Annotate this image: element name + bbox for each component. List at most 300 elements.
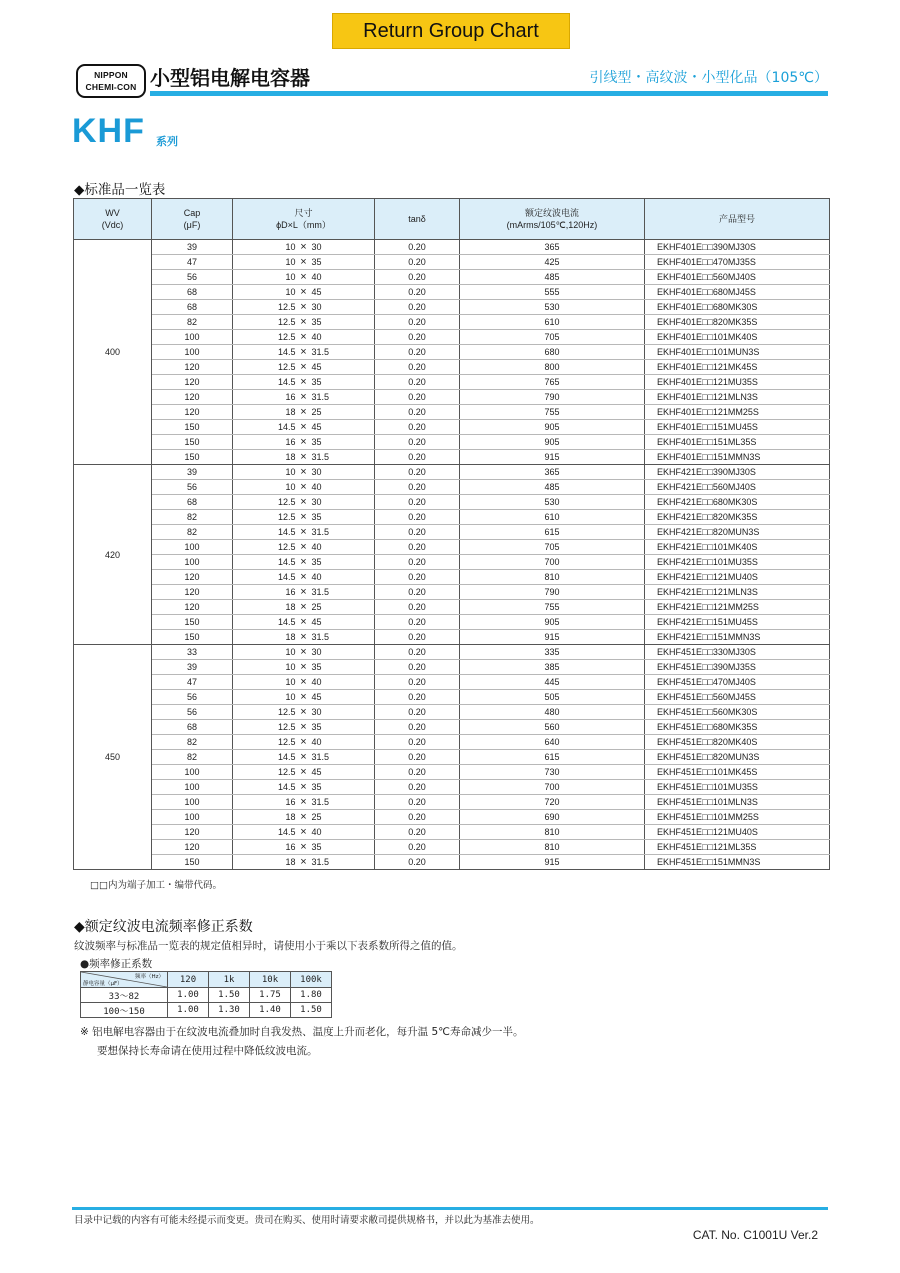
- times-icon: ×: [300, 571, 307, 583]
- table-row: [74, 435, 830, 450]
- part-number-cell: EKHF401E□□151MMN3S: [645, 450, 830, 465]
- size-value: [233, 571, 374, 583]
- size-value: [233, 256, 374, 268]
- ripple-cell: 610: [460, 315, 645, 330]
- ripple-cell: 790: [460, 390, 645, 405]
- diameter-value: 12.5: [277, 317, 296, 327]
- size-cell: [233, 765, 375, 780]
- cap-cell: 100: [152, 345, 233, 360]
- size-value: [233, 541, 374, 553]
- diameter-value: 18: [285, 632, 296, 642]
- cap-cell: 150: [152, 420, 233, 435]
- part-number-cell: EKHF451E□□101MU35S: [645, 780, 830, 795]
- size-cell: [233, 435, 375, 450]
- table-row: [74, 450, 830, 465]
- ripple-cell: 485: [460, 270, 645, 285]
- times-icon: ×: [300, 646, 307, 658]
- diameter-value: 10: [285, 242, 296, 252]
- nippon-chemicon-logo: [76, 64, 146, 98]
- length-value: 40: [311, 737, 322, 747]
- size-value: [233, 301, 374, 313]
- table-row: [74, 630, 830, 645]
- size-cell: [233, 615, 375, 630]
- diameter-value: 10: [285, 677, 296, 687]
- length-value: 30: [311, 647, 322, 657]
- diameter-value: 14.5: [277, 347, 296, 357]
- size-value: [233, 436, 374, 448]
- column-header-size: 尺寸 ϕD×L（mm）: [233, 199, 375, 240]
- ripple-cell: 700: [460, 555, 645, 570]
- table-row: [74, 270, 830, 285]
- tan-cell: 0.20: [375, 660, 460, 675]
- diameter-value: 14.5: [277, 572, 296, 582]
- diameter-value: 12.5: [277, 332, 296, 342]
- part-number-cell: EKHF451E□□820MUN3S: [645, 750, 830, 765]
- diameter-value: 18: [285, 602, 296, 612]
- cap-cell: 56: [152, 690, 233, 705]
- times-icon: ×: [300, 271, 307, 283]
- times-icon: ×: [300, 841, 307, 853]
- table-row: [74, 585, 830, 600]
- size-cell: [233, 420, 375, 435]
- tan-cell: 0.20: [375, 735, 460, 750]
- part-number-cell: EKHF451E□□820MK40S: [645, 735, 830, 750]
- cap-cell: 120: [152, 585, 233, 600]
- diameter-value: 12.5: [277, 737, 296, 747]
- cap-cell: 120: [152, 840, 233, 855]
- tan-cell: 0.20: [375, 255, 460, 270]
- ripple-cell: 365: [460, 465, 645, 480]
- part-number-cell: EKHF451E□□151MMN3S: [645, 855, 830, 870]
- diameter-value: 14.5: [277, 527, 296, 537]
- tan-cell: 0.20: [375, 600, 460, 615]
- frequency-axis-label: 频率（Hz）: [134, 974, 164, 980]
- table-row: [74, 555, 830, 570]
- tan-cell: 0.20: [375, 480, 460, 495]
- diameter-value: 12.5: [277, 707, 296, 717]
- size-value: [233, 721, 374, 733]
- times-icon: ×: [300, 391, 307, 403]
- footer-disclaimer: 目录中记载的内容有可能未经提示而变更。贵司在购买、使用时请要求敝司提供规格书，并以此为基准去使用。: [74, 1215, 540, 1226]
- diameter-value: 12.5: [277, 542, 296, 552]
- logo-line1: NIPPON: [94, 70, 128, 80]
- return-group-chart-button[interactable]: Return Group Chart: [332, 13, 570, 49]
- tan-cell: 0.20: [375, 630, 460, 645]
- coefficient-cell: 1.40: [250, 1003, 291, 1018]
- diameter-value: 12.5: [277, 512, 296, 522]
- size-cell: [233, 405, 375, 420]
- cap-cell: 33: [152, 645, 233, 660]
- tan-cell: 0.20: [375, 450, 460, 465]
- table-row: [74, 660, 830, 675]
- length-value: 45: [311, 767, 322, 777]
- length-value: 31.5: [311, 587, 330, 597]
- size-value: [233, 526, 374, 538]
- ripple-cell: 915: [460, 630, 645, 645]
- page-subtitle: 引线型・高纹波・小型化品（105℃）: [589, 70, 828, 86]
- tan-cell: 0.20: [375, 705, 460, 720]
- diameter-value: 10: [285, 467, 296, 477]
- part-number-cell: EKHF401E□□680MK30S: [645, 300, 830, 315]
- length-value: 40: [311, 332, 322, 342]
- ripple-note-line1: ※ 铝电解电容器由于在纹波电流叠加时自我发热、温度上升而老化，每升温 5℃寿命减少一半。: [80, 1026, 524, 1038]
- cap-cell: 82: [152, 315, 233, 330]
- ripple-cell: 555: [460, 285, 645, 300]
- part-number-cell: EKHF451E□□470MJ40S: [645, 675, 830, 690]
- table-row: [74, 750, 830, 765]
- length-value: 30: [311, 707, 322, 717]
- table-row: [74, 285, 830, 300]
- size-cell: [233, 645, 375, 660]
- table-row: [74, 300, 830, 315]
- length-value: 30: [311, 302, 322, 312]
- part-number-cell: EKHF421E□□121MM25S: [645, 600, 830, 615]
- size-cell: [233, 705, 375, 720]
- ripple-cell: 810: [460, 570, 645, 585]
- part-number-cell: EKHF401E□□101MUN3S: [645, 345, 830, 360]
- tan-cell: 0.20: [375, 315, 460, 330]
- times-icon: ×: [300, 736, 307, 748]
- ripple-cell: 905: [460, 420, 645, 435]
- tan-cell: 0.20: [375, 750, 460, 765]
- part-number-cell: EKHF401E□□820MK35S: [645, 315, 830, 330]
- length-value: 31.5: [311, 797, 330, 807]
- part-number-cell: EKHF451E□□101MK45S: [645, 765, 830, 780]
- times-icon: ×: [300, 451, 307, 463]
- size-cell: [233, 600, 375, 615]
- length-value: 31.5: [311, 347, 330, 357]
- size-value: [233, 841, 374, 853]
- part-number-cell: EKHF401E□□151ML35S: [645, 435, 830, 450]
- diameter-value: 12.5: [277, 362, 296, 372]
- size-value: [233, 376, 374, 388]
- size-cell: [233, 375, 375, 390]
- cap-cell: 120: [152, 405, 233, 420]
- ripple-cell: 385: [460, 660, 645, 675]
- tan-cell: 0.20: [375, 495, 460, 510]
- ripple-note-line2: 要想保持长寿命请在使用过程中降低纹波电流。: [97, 1045, 318, 1057]
- cap-cell: 68: [152, 285, 233, 300]
- length-value: 30: [311, 497, 322, 507]
- times-icon: ×: [300, 796, 307, 808]
- ripple-cell: 705: [460, 540, 645, 555]
- table-row: [74, 540, 830, 555]
- size-value: [233, 736, 374, 748]
- size-value: [233, 451, 374, 463]
- ripple-cell: 445: [460, 675, 645, 690]
- cap-cell: 120: [152, 825, 233, 840]
- part-number-cell: EKHF401E□□560MJ40S: [645, 270, 830, 285]
- diameter-value: 10: [285, 662, 296, 672]
- ripple-cell: 765: [460, 375, 645, 390]
- cap-cell: 100: [152, 810, 233, 825]
- table-row: [74, 360, 830, 375]
- table-row: [74, 255, 830, 270]
- table-row: [74, 705, 830, 720]
- table-row: [74, 810, 830, 825]
- times-icon: ×: [300, 256, 307, 268]
- ripple-cell: 365: [460, 240, 645, 255]
- cap-cell: 100: [152, 780, 233, 795]
- table-row: [81, 1003, 332, 1018]
- tan-cell: 0.20: [375, 795, 460, 810]
- coefficient-cell: 1.80: [291, 988, 332, 1003]
- size-cell: [233, 675, 375, 690]
- length-value: 31.5: [311, 452, 330, 462]
- part-number-cell: EKHF421E□□121MLN3S: [645, 585, 830, 600]
- diameter-value: 12.5: [277, 302, 296, 312]
- size-value: [233, 646, 374, 658]
- size-cell: [233, 330, 375, 345]
- cap-cell: 100: [152, 330, 233, 345]
- size-value: [233, 316, 374, 328]
- part-number-cell: EKHF451E□□121MU40S: [645, 825, 830, 840]
- times-icon: ×: [300, 766, 307, 778]
- coefficient-cell: 1.30: [209, 1003, 250, 1018]
- tan-cell: 0.20: [375, 555, 460, 570]
- tan-cell: 0.20: [375, 390, 460, 405]
- length-value: 31.5: [311, 752, 330, 762]
- size-cell: [233, 240, 375, 255]
- ripple-cell: 610: [460, 510, 645, 525]
- size-cell: [233, 465, 375, 480]
- size-cell: [233, 720, 375, 735]
- times-icon: ×: [300, 751, 307, 763]
- part-number-cell: EKHF401E□□390MJ30S: [645, 240, 830, 255]
- table-row: [74, 825, 830, 840]
- length-value: 35: [311, 512, 322, 522]
- tan-cell: 0.20: [375, 435, 460, 450]
- tan-cell: 0.20: [375, 840, 460, 855]
- coefficient-cell: 1.00: [168, 1003, 209, 1018]
- times-icon: ×: [300, 406, 307, 418]
- part-number-cell: EKHF421E□□151MU45S: [645, 615, 830, 630]
- size-value: [233, 406, 374, 418]
- tan-cell: 0.20: [375, 615, 460, 630]
- diameter-value: 12.5: [277, 767, 296, 777]
- cap-cell: 82: [152, 510, 233, 525]
- cap-cell: 120: [152, 600, 233, 615]
- ripple-cell: 905: [460, 435, 645, 450]
- length-value: 25: [311, 812, 322, 822]
- part-number-cell: EKHF401E□□680MJ45S: [645, 285, 830, 300]
- diameter-value: 10: [285, 647, 296, 657]
- ripple-cell: 720: [460, 795, 645, 810]
- ripple-cell: 690: [460, 810, 645, 825]
- size-value: [233, 781, 374, 793]
- size-cell: [233, 390, 375, 405]
- cap-cell: 100: [152, 540, 233, 555]
- length-value: 45: [311, 422, 322, 432]
- length-value: 40: [311, 677, 322, 687]
- table-footnote: □□内为端子加工・编带代码。: [90, 880, 222, 891]
- times-icon: ×: [300, 421, 307, 433]
- ripple-cell: 810: [460, 825, 645, 840]
- length-value: 35: [311, 662, 322, 672]
- part-number-cell: EKHF421E□□820MUN3S: [645, 525, 830, 540]
- cap-cell: 82: [152, 735, 233, 750]
- length-value: 35: [311, 257, 322, 267]
- part-number-cell: EKHF451E□□560MK30S: [645, 705, 830, 720]
- frequency-header-cell: 120: [168, 972, 209, 988]
- table-row: [74, 600, 830, 615]
- times-icon: ×: [300, 526, 307, 538]
- coefficient-cell: 1.75: [250, 988, 291, 1003]
- times-icon: ×: [300, 661, 307, 673]
- table-row: [74, 375, 830, 390]
- ripple-cell: 700: [460, 780, 645, 795]
- part-number-cell: EKHF421E□□101MU35S: [645, 555, 830, 570]
- cap-cell: 120: [152, 375, 233, 390]
- table-row: [74, 780, 830, 795]
- length-value: 25: [311, 407, 322, 417]
- tan-cell: 0.20: [375, 810, 460, 825]
- length-value: 40: [311, 272, 322, 282]
- frequency-table-title: ●频率修正系数: [80, 958, 153, 970]
- size-value: [233, 811, 374, 823]
- times-icon: ×: [300, 781, 307, 793]
- cap-cell: 56: [152, 705, 233, 720]
- diameter-value: 16: [285, 437, 296, 447]
- ripple-cell: 480: [460, 705, 645, 720]
- times-icon: ×: [300, 316, 307, 328]
- times-icon: ×: [300, 706, 307, 718]
- cap-cell: 100: [152, 555, 233, 570]
- part-number-cell: EKHF401E□□121MM25S: [645, 405, 830, 420]
- cap-cell: 47: [152, 255, 233, 270]
- part-number-cell: EKHF401E□□470MJ35S: [645, 255, 830, 270]
- diameter-value: 10: [285, 482, 296, 492]
- diameter-value: 16: [285, 392, 296, 402]
- cap-cell: 150: [152, 450, 233, 465]
- size-value: [233, 271, 374, 283]
- tan-cell: 0.20: [375, 405, 460, 420]
- standard-products-table: [73, 198, 830, 870]
- tan-cell: 0.20: [375, 570, 460, 585]
- size-cell: [233, 510, 375, 525]
- times-icon: ×: [300, 721, 307, 733]
- times-icon: ×: [300, 511, 307, 523]
- frequency-header-cell: 1k: [209, 972, 250, 988]
- length-value: 45: [311, 287, 322, 297]
- tan-cell: 0.20: [375, 645, 460, 660]
- size-value: [233, 751, 374, 763]
- tan-cell: 0.20: [375, 300, 460, 315]
- size-cell: [233, 495, 375, 510]
- size-value: [233, 286, 374, 298]
- size-cell: [233, 570, 375, 585]
- length-value: 35: [311, 842, 322, 852]
- cap-cell: 68: [152, 720, 233, 735]
- length-value: 30: [311, 467, 322, 477]
- size-cell: [233, 300, 375, 315]
- cap-cell: 47: [152, 675, 233, 690]
- length-value: 45: [311, 362, 322, 372]
- cap-cell: 150: [152, 855, 233, 870]
- table-row: [74, 795, 830, 810]
- size-value: [233, 346, 374, 358]
- table-row: [74, 315, 830, 330]
- series-suffix: 系列: [156, 135, 178, 148]
- tan-cell: 0.20: [375, 420, 460, 435]
- diameter-value: 16: [285, 587, 296, 597]
- tan-cell: 0.20: [375, 525, 460, 540]
- times-icon: ×: [300, 241, 307, 253]
- table-row: [74, 495, 830, 510]
- part-number-cell: EKHF451E□□101MM25S: [645, 810, 830, 825]
- length-value: 40: [311, 827, 322, 837]
- coefficient-cell: 1.50: [209, 988, 250, 1003]
- diameter-value: 12.5: [277, 722, 296, 732]
- table-header-row: [74, 199, 830, 240]
- table-row: [74, 390, 830, 405]
- diameter-value: 10: [285, 257, 296, 267]
- tan-cell: 0.20: [375, 540, 460, 555]
- cap-cell: 120: [152, 390, 233, 405]
- table-row: [74, 735, 830, 750]
- section-title-frequency-correction: ◆额定纹波电流频率修正系数: [74, 919, 253, 935]
- size-cell: [233, 255, 375, 270]
- size-value: [233, 421, 374, 433]
- length-value: 31.5: [311, 392, 330, 402]
- size-cell: [233, 855, 375, 870]
- size-cell: [233, 285, 375, 300]
- length-value: 31.5: [311, 527, 330, 537]
- header-divider: [150, 91, 828, 96]
- diameter-value: 14.5: [277, 377, 296, 387]
- length-value: 31.5: [311, 632, 330, 642]
- logo-line2: CHEMI-CON: [85, 82, 137, 92]
- section-description: 纹波频率与标准品一览表的规定值相异时，请使用小于乘以下表系数所得之值的值。: [74, 940, 463, 952]
- times-icon: ×: [300, 466, 307, 478]
- size-cell: [233, 690, 375, 705]
- frequency-header-row: [81, 972, 332, 988]
- times-icon: ×: [300, 481, 307, 493]
- diameter-value: 14.5: [277, 827, 296, 837]
- size-cell: [233, 585, 375, 600]
- size-cell: [233, 555, 375, 570]
- length-value: 35: [311, 317, 322, 327]
- times-icon: ×: [300, 331, 307, 343]
- size-cell: [233, 525, 375, 540]
- section-title-standard-list: ◆标准品一览表: [74, 182, 166, 198]
- table-row: [74, 615, 830, 630]
- size-value: [233, 706, 374, 718]
- table-row: [74, 345, 830, 360]
- size-value: [233, 616, 374, 628]
- series-name: KHF: [72, 112, 145, 150]
- cap-cell: 100: [152, 765, 233, 780]
- capacitance-axis-label: 静电容量（μF）: [83, 981, 123, 987]
- cap-cell: 39: [152, 240, 233, 255]
- ripple-cell: 915: [460, 855, 645, 870]
- table-row: [74, 525, 830, 540]
- size-cell: [233, 660, 375, 675]
- times-icon: ×: [300, 601, 307, 613]
- catalog-number: CAT. No. C1001U Ver.2: [692, 1228, 818, 1242]
- wv-group-cell: 450: [74, 645, 152, 870]
- times-icon: ×: [300, 301, 307, 313]
- size-cell: [233, 540, 375, 555]
- ripple-cell: 800: [460, 360, 645, 375]
- size-value: [233, 511, 374, 523]
- part-number-cell: EKHF421E□□101MK40S: [645, 540, 830, 555]
- ripple-cell: 915: [460, 450, 645, 465]
- ripple-cell: 680: [460, 345, 645, 360]
- tan-cell: 0.20: [375, 240, 460, 255]
- size-cell: [233, 360, 375, 375]
- ripple-cell: 730: [460, 765, 645, 780]
